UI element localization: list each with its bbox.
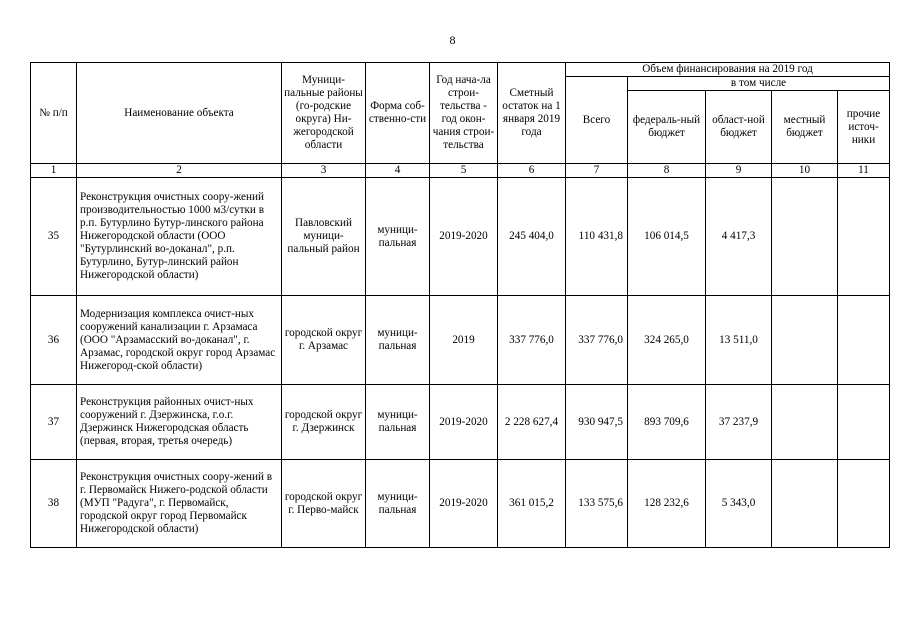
column-number: 10 (772, 164, 838, 178)
column-number: 11 (838, 164, 890, 178)
federal-budget: 324 265,0 (628, 296, 706, 385)
federal-budget: 128 232,6 (628, 460, 706, 548)
ownership: муници-пальная (366, 178, 430, 296)
estimate-remainder: 337 776,0 (498, 296, 566, 385)
column-number: 3 (282, 164, 366, 178)
district: городской округ г. Перво-майск (282, 460, 366, 548)
column-number: 2 (77, 164, 282, 178)
estimate-remainder: 245 404,0 (498, 178, 566, 296)
page-number: 8 (449, 33, 456, 47)
header-including: в том числе (628, 77, 890, 91)
header-regional: област-ной бюджет (706, 91, 772, 164)
local-budget (772, 178, 838, 296)
column-number: 1 (31, 164, 77, 178)
construction-years: 2019-2020 (430, 460, 498, 548)
header-name: Наименование объекта (77, 63, 282, 164)
federal-budget: 106 014,5 (628, 178, 706, 296)
other-sources (838, 460, 890, 548)
header-district: Муници-пальные районы (го-родские округа) Ни-жегородской области (282, 63, 366, 164)
column-number: 7 (566, 164, 628, 178)
total-funding: 133 575,6 (566, 460, 628, 548)
district: городской округ г. Арзамас (282, 296, 366, 385)
estimate-remainder: 361 015,2 (498, 460, 566, 548)
construction-years: 2019-2020 (430, 385, 498, 460)
construction-years: 2019-2020 (430, 178, 498, 296)
local-budget (772, 296, 838, 385)
object-name: Реконструкция очистных соору-жений производительностью 1000 м3/сутки в р.п. Бутурлино Бутур-линского района Нижегородской области (ООО "Бутурлинский во-доканал", р.п. Бутурлино, Бутур-линский район Нижегородской области) (77, 178, 282, 296)
regional-budget: 37 237,9 (706, 385, 772, 460)
row-number: 35 (31, 178, 77, 296)
column-number: 5 (430, 164, 498, 178)
local-budget (772, 385, 838, 460)
table-row (31, 178, 890, 296)
header-total: Всего (566, 77, 628, 164)
row-number: 36 (31, 296, 77, 385)
total-funding: 110 431,8 (566, 178, 628, 296)
header-years: Год нача-ла строи-тельства - год окон-чания строи-тельства (430, 63, 498, 164)
other-sources (838, 178, 890, 296)
object-name: Модернизация комплекса очист-ных сооружений канализации г. Арзамаса (ООО "Арзамасский во-доканал", г. Арзамас, городской округ город Арзамас Нижегород-ской области) (77, 296, 282, 385)
object-name: Реконструкция очистных соору-жений в г. Первомайск Нижего-родской области (МУП "Радуга", г. Первомайск, городской округ город Первомайск Нижегородской области) (77, 460, 282, 548)
header-funding-group: Объем финансирования на 2019 год (566, 63, 890, 77)
regional-budget: 5 343,0 (706, 460, 772, 548)
financing-table (30, 62, 890, 548)
other-sources (838, 296, 890, 385)
district: городской округ г. Дзержинск (282, 385, 366, 460)
local-budget (772, 460, 838, 548)
header-other: прочие источ-ники (838, 91, 890, 164)
object-name: Реконструкция районных очист-ных сооружений г. Дзержинска, г.о.г. Дзержинск Нижегородская область (первая, вторая, третья очередь) (77, 385, 282, 460)
construction-years: 2019 (430, 296, 498, 385)
ownership: муници-пальная (366, 385, 430, 460)
row-number: 38 (31, 460, 77, 548)
header-no: № п/п (31, 63, 77, 164)
total-funding: 930 947,5 (566, 385, 628, 460)
column-number: 4 (366, 164, 430, 178)
other-sources (838, 385, 890, 460)
column-number: 9 (706, 164, 772, 178)
total-funding: 337 776,0 (566, 296, 628, 385)
header-federal: федераль-ный бюджет (628, 91, 706, 164)
ownership: муници-пальная (366, 296, 430, 385)
regional-budget: 13 511,0 (706, 296, 772, 385)
header-local: местный бюджет (772, 91, 838, 164)
table-row (31, 296, 890, 385)
column-numbers-row (31, 164, 890, 178)
column-number: 8 (628, 164, 706, 178)
estimate-remainder: 2 228 627,4 (498, 385, 566, 460)
district: Павловский муници-пальный район (282, 178, 366, 296)
header-ownership: Форма соб-ственно-сти (366, 63, 430, 164)
column-number: 6 (498, 164, 566, 178)
federal-budget: 893 709,6 (628, 385, 706, 460)
row-number: 37 (31, 385, 77, 460)
header-remainder: Сметный остаток на 1 января 2019 года (498, 63, 566, 164)
ownership: муници-пальная (366, 460, 430, 548)
table-row (31, 385, 890, 460)
regional-budget: 4 417,3 (706, 178, 772, 296)
table-row (31, 460, 890, 548)
